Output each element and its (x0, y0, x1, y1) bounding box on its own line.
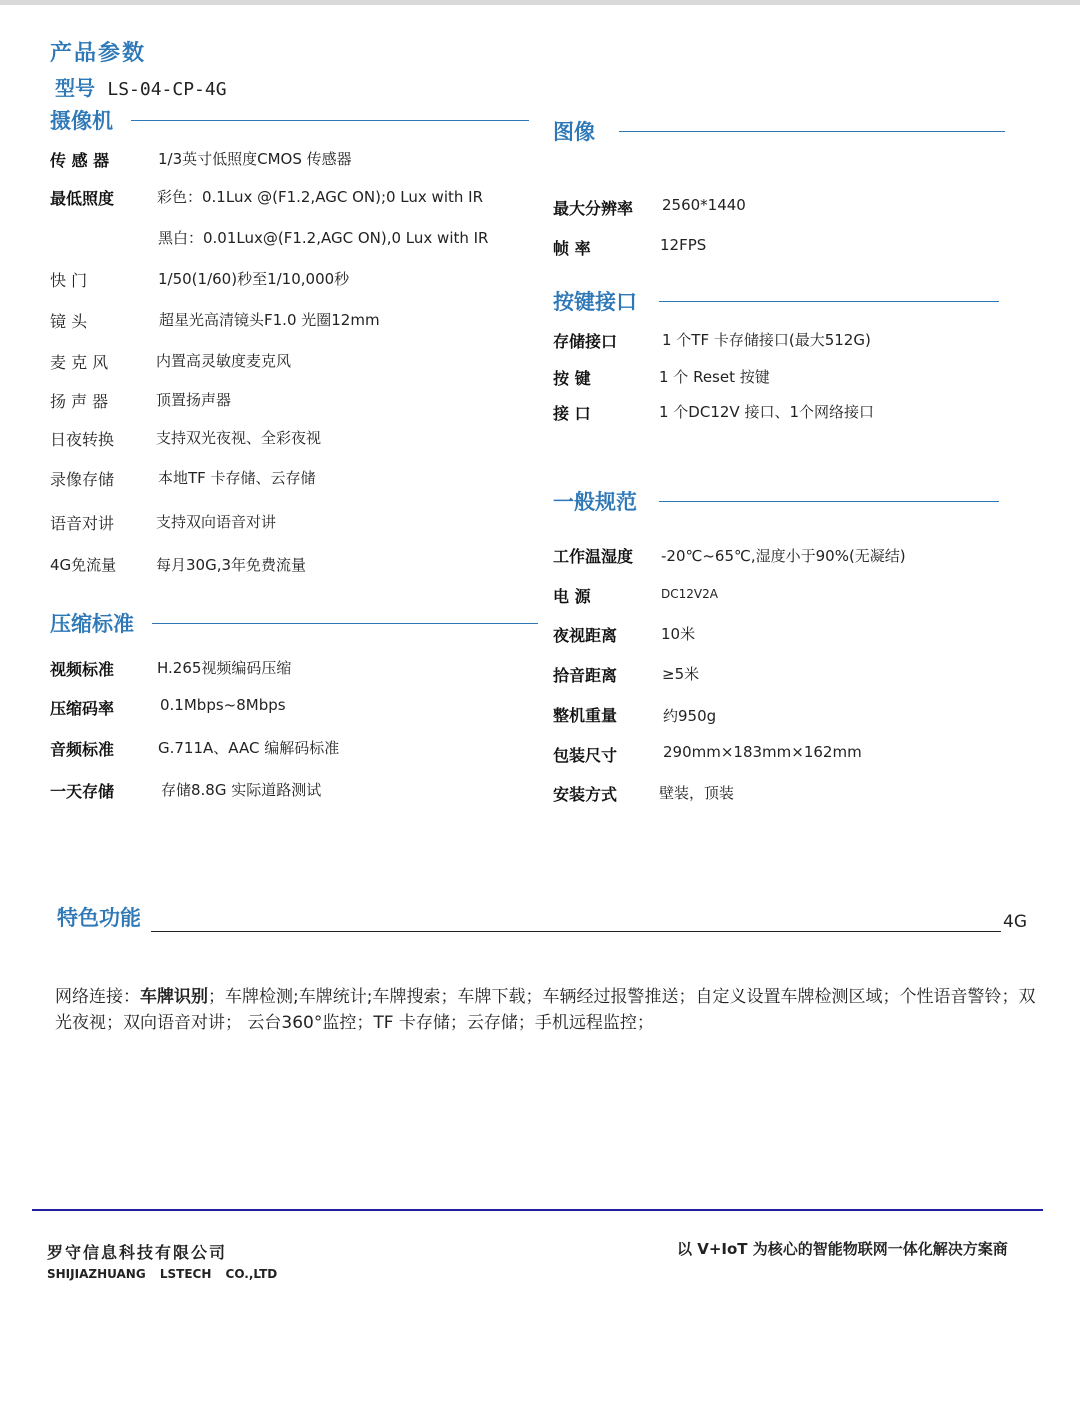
spec-label: 传 感 器 (50, 151, 110, 170)
spec-value: 1 个TF 卡存储接口(最大512G) (662, 331, 871, 349)
spec-value: -20℃~65℃,湿度小于90%(无凝结) (661, 547, 906, 565)
footer-divider (32, 1209, 1043, 1211)
spec-label: 最大分辨率 (553, 199, 634, 218)
spec-label: 帧 率 (553, 239, 591, 258)
spec-value: 12FPS (660, 236, 707, 254)
spec-label: 视频标准 (50, 660, 115, 679)
section-general-title: 一般规范 (553, 490, 637, 514)
spec-value: H.265视频编码压缩 (157, 659, 292, 677)
features-bold: 车牌识别 (140, 987, 208, 1007)
features-heading (57, 902, 1027, 932)
spec-label: 电 源 (553, 587, 591, 606)
spec-value: 10米 (661, 625, 696, 643)
spec-value: 1 个DC12V 接口、1个网络接口 (659, 403, 874, 421)
spec-value: 壁装，顶装 (659, 784, 735, 802)
spec-value: 1/50(1/60)秒至1/10,000秒 (158, 270, 350, 288)
spec-value: 支持双光夜视、全彩夜视 (156, 429, 322, 447)
spec-value: 1 个 Reset 按键 (659, 368, 770, 386)
features-tag: 4G (1003, 912, 1027, 932)
spec-label: 接 口 (553, 404, 591, 423)
company-slogan: 以 V+IoT 为核心的智能物联网一体化解决方案商 (677, 1240, 1008, 1258)
section-divider (619, 131, 1005, 132)
section-ports-title: 按键接口 (553, 290, 637, 314)
spec-value: 2560*1440 (662, 196, 746, 214)
features-title: 特色功能 (57, 906, 141, 930)
section-compression-title: 压缩标准 (50, 612, 134, 636)
model-value: LS-04-CP-4G (107, 79, 227, 100)
top-border (0, 0, 1080, 5)
features-underline (151, 909, 1001, 932)
spec-label: 快 门 (50, 271, 88, 290)
spec-value: 顶置扬声器 (156, 391, 232, 409)
spec-label: 一天存储 (50, 782, 115, 801)
spec-label: 录像存储 (50, 470, 115, 489)
section-image (553, 116, 1005, 146)
spec-value: 本地TF 卡存储、云存储 (158, 469, 316, 487)
spec-label: 包装尺寸 (553, 746, 618, 765)
spec-value: 内置高灵敏度麦克风 (156, 352, 292, 370)
spec-label: 存储接口 (553, 332, 618, 351)
spec-value: 每月30G,3年免费流量 (156, 556, 307, 574)
spec-value: 290mm×183mm×162mm (663, 743, 862, 761)
spec-label: 压缩码率 (50, 699, 115, 718)
spec-value: 超星光高清镜头F1.0 光圈12mm (159, 311, 380, 329)
spec-label: 最低照度 (50, 189, 115, 208)
spec-label: 4G免流量 (50, 556, 117, 574)
spec-label: 扬 声 器 (50, 392, 109, 411)
section-divider (659, 301, 999, 302)
spec-label: 按 键 (553, 369, 591, 388)
spec-label: 麦 克 风 (50, 353, 109, 372)
spec-label: 夜视距离 (553, 626, 618, 645)
section-divider (659, 501, 999, 502)
features-text (55, 984, 1050, 1036)
spec-value: 彩色：0.1Lux @(F1.2,AGC ON);0 Lux with IR (157, 188, 483, 206)
section-general (553, 486, 999, 516)
spec-value: 存储8.8G 实际道路测试 (161, 781, 322, 799)
features-prefix: 网络连接： (55, 987, 140, 1007)
spec-value: ≥5米 (662, 665, 700, 683)
spec-value: G.711A、AAC 编解码标准 (158, 739, 340, 757)
spec-value: 约950g (663, 707, 717, 725)
section-divider (131, 120, 529, 121)
page-title: 产品参数 (50, 41, 147, 66)
section-divider (152, 623, 538, 624)
model-line (55, 72, 227, 101)
features-body: ；车牌检测;车牌统计;车牌搜索；车牌下载；车辆经过报警推送；自定义设置车牌检测区域；个性语音警铃；双光夜视；双向语音对讲； 云台360°监控；TF 卡存储；云存储；手机远程监控； (55, 987, 1036, 1033)
company-name-en: SHIJIAZHUANG LSTECH CO.,LTD (47, 1267, 278, 1281)
section-ports (553, 286, 999, 316)
spec-value: 支持双向语音对讲 (156, 513, 277, 531)
spec-label: 语音对讲 (50, 514, 115, 533)
spec-label: 安装方式 (553, 785, 618, 804)
spec-value: 0.1Mbps~8Mbps (160, 696, 286, 714)
spec-value: DC12V2A (661, 587, 718, 601)
model-label: 型号 (55, 76, 95, 100)
company-name-cn: 罗守信息科技有限公司 (47, 1243, 228, 1262)
spec-label: 工作温湿度 (553, 547, 634, 566)
spec-value: 1/3英寸低照度CMOS 传感器 (158, 150, 352, 168)
section-compression (50, 608, 538, 638)
section-image-title: 图像 (553, 120, 595, 144)
section-camera-title: 摄像机 (50, 109, 113, 133)
spec-label: 整机重量 (553, 706, 618, 725)
spec-label: 拾音距离 (553, 666, 618, 685)
spec-value: 黑白：0.01Lux@(F1.2,AGC ON),0 Lux with IR (158, 229, 489, 247)
spec-label: 镜 头 (50, 312, 88, 331)
spec-label: 日夜转换 (50, 430, 115, 449)
spec-label: 音频标准 (50, 740, 115, 759)
section-camera (50, 105, 529, 135)
